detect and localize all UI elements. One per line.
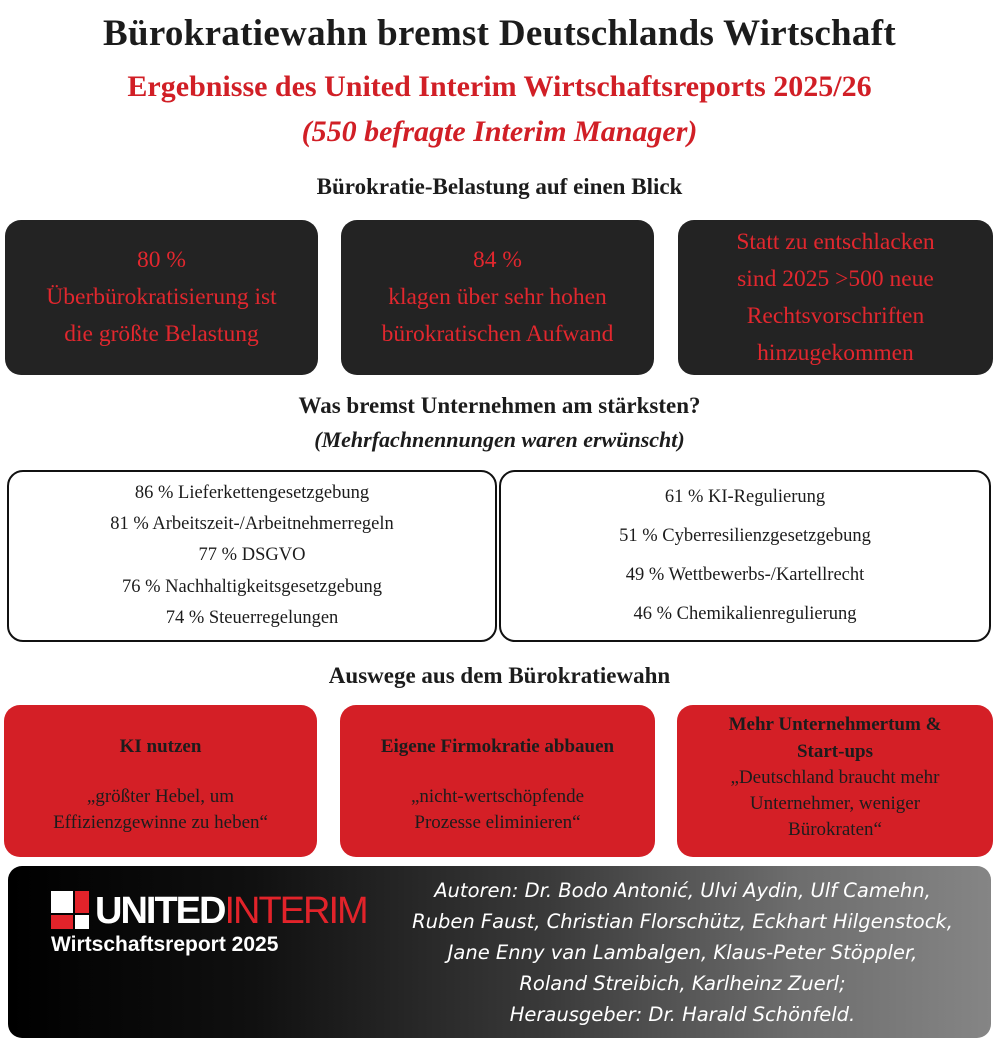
stat-line: Rechtsvorschriften [746, 302, 925, 329]
authors-line: Roland Streibich, Karlheinz Zuerl; [519, 972, 846, 995]
solution-title: KI nutzen [119, 736, 202, 757]
solution-quote: Prozesse eliminieren“ [414, 812, 581, 833]
list-item: 46 % Chemikalienregulierung [633, 604, 857, 624]
solution-box-firmocracy [340, 705, 655, 857]
logo-united: UNITED [95, 890, 225, 932]
stat-line: die größte Belastung [64, 321, 259, 347]
list-item: 76 % Nachhaltigkeitsgesetzgebung [122, 576, 382, 597]
list-item: 61 % KI-Regulierung [664, 487, 826, 507]
solution-quote: „größter Hebel, um [86, 786, 235, 807]
solution-quote: Effizienzgewinne zu heben“ [53, 812, 268, 833]
list-item: 81 % Arbeitszeit-/Arbeitnehmerregeln [110, 514, 394, 535]
stat-line: Statt zu entschlacken [736, 228, 935, 255]
page-subtitle: Ergebnisse des United Interim Wirtschaftsreports 2025/26 [127, 70, 872, 103]
solution-quote: „nicht-wertschöpfende [410, 786, 585, 807]
united-interim-logo-icon [51, 891, 89, 929]
solution-quote: „Deutschland braucht mehr [730, 767, 940, 788]
list-item: 74 % Steuerregelungen [165, 607, 339, 628]
list-item: 86 % Lieferkettengesetzgebung [134, 483, 370, 504]
publisher-line: Herausgeber: Dr. Harald Schönfeld. [509, 1003, 856, 1026]
section-heading-solutions: Auswege aus dem Bürokratiewahn [328, 663, 671, 688]
solution-title: Eigene Firmokratie abbauen [380, 736, 615, 757]
stat-percent: 80 % [137, 247, 186, 273]
authors-line: Jane Enny van Lambalgen, Klaus-Peter Stöppler, [447, 941, 918, 964]
brand-logo-text [95, 889, 367, 933]
logo-interim: INTERIM [224, 890, 367, 932]
stat-box-effort [341, 220, 654, 375]
stat-line: sind 2025 >500 neue [737, 265, 934, 292]
obstacles-list-right [499, 470, 991, 642]
obstacles-list-left [7, 470, 497, 642]
list-item: 49 % Wettbewerbs-/Kartellrecht [625, 565, 865, 585]
stat-line: hinzugekommen [757, 339, 914, 366]
multiple-answers-note: (Mehrfachnennungen waren erwünscht) [314, 427, 685, 452]
authors-line: Ruben Faust, Christian Florschütz, Eckhart Hilgenstock, [412, 910, 953, 933]
solution-quote: Unternehmer, weniger [749, 793, 921, 814]
list-item: 77 % DSGVO [198, 545, 306, 566]
stat-line: bürokratischen Aufwand [381, 321, 614, 347]
solution-box-ai [4, 705, 317, 857]
solution-box-entrepreneurship [677, 705, 993, 857]
respondents-note: (550 befragte Interim Manager) [301, 115, 698, 148]
solution-title-line2: Start-ups [796, 741, 873, 762]
page-title: Bürokratiewahn bremst Deutschlands Wirtschaft [103, 13, 896, 54]
section-heading-obstacles: Was bremst Unternehmen am stärksten? [298, 393, 701, 418]
list-item: 51 % Cyberresilienzgesetzgebung [619, 526, 871, 546]
solution-title: Mehr Unternehmertum & [728, 714, 942, 735]
stat-line: Überbürokratisierung ist [46, 284, 277, 310]
stat-box-new-regulations [678, 220, 993, 375]
section-heading-overview: Bürokratie-Belastung auf einen Blick [316, 174, 683, 199]
report-name: Wirtschaftsreport 2025 [51, 933, 279, 956]
solution-quote: Bürokraten“ [788, 819, 882, 840]
stat-box-overbureaucracy [5, 220, 318, 375]
authors-line: Autoren: Dr. Bodo Antonić, Ulvi Aydin, Ulf Camehn, [434, 879, 931, 902]
stat-line: klagen über sehr hohen [388, 284, 607, 310]
stat-percent: 84 % [473, 247, 522, 273]
authors-credits [380, 875, 985, 1030]
